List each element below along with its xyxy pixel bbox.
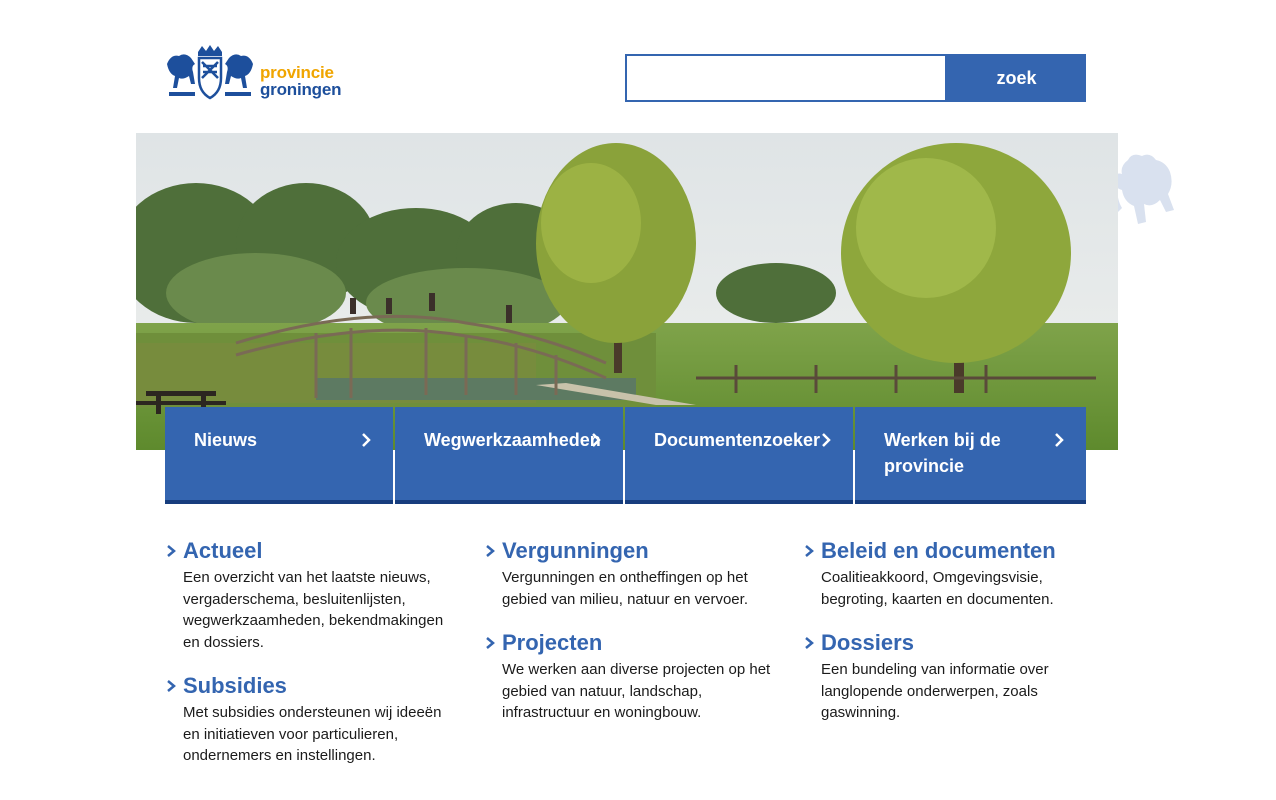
chevron-right-icon [484, 636, 496, 650]
tile-documentenzoeker[interactable] [625, 407, 853, 504]
brand-wordmark [260, 64, 341, 98]
tile-werken-bij[interactable] [855, 407, 1086, 504]
section-desc: Coalitieakkoord, Omgevingsvisie, begroting, kaarten en documenten. [821, 569, 1054, 608]
section-dossiers [803, 629, 1093, 724]
section-link[interactable] [165, 672, 455, 700]
section-desc: Vergunningen en ontheffingen op het gebied van milieu, natuur en vervoer. [502, 569, 748, 608]
brand-line-1: provincie [260, 63, 334, 82]
chevron-right-icon [821, 433, 831, 447]
section-title: Projecten [502, 630, 603, 655]
tile-label: Wegwerkzaamheden [424, 430, 601, 450]
lion-watermark-icon [1108, 150, 1178, 235]
section-subsidies [165, 672, 455, 767]
search-input[interactable] [625, 54, 947, 102]
chevron-right-icon [361, 433, 371, 447]
section-link[interactable] [803, 537, 1093, 565]
chevron-right-icon [1054, 433, 1064, 447]
section-title: Actueel [183, 538, 263, 563]
section-projecten [484, 629, 774, 724]
tile-label: Documentenzoeker [654, 430, 821, 450]
section-link[interactable] [803, 629, 1093, 657]
tile-wegwerkzaamheden[interactable] [395, 407, 623, 504]
province-crest-icon [165, 44, 255, 102]
tile-label: Werken bij de provincie [884, 430, 1001, 476]
tile-label: Nieuws [194, 430, 258, 450]
section-link[interactable] [484, 537, 774, 565]
site-logo[interactable] [165, 44, 355, 104]
section-beleid [803, 537, 1093, 610]
chevron-right-icon [484, 544, 496, 558]
section-title: Subsidies [183, 673, 287, 698]
section-desc: Met subsidies ondersteunen wij ideeën en initiatieven voor particulieren, ondernemers en instellingen. [183, 704, 442, 764]
search-button[interactable]: zoek [947, 54, 1086, 102]
section-desc: We werken aan diverse projecten op het gebied van natuur, landschap, infrastructuur en woningbouw. [502, 661, 771, 721]
brand-line-2: groningen [260, 80, 342, 99]
section-desc: Een overzicht van het laatste nieuws, vergaderschema, besluitenlijsten, wegwerkzaamheden, bekendmakingen en dossiers. [183, 569, 444, 651]
section-title: Vergunningen [502, 538, 649, 563]
chevron-right-icon [165, 679, 177, 693]
hero-image [136, 133, 1118, 450]
section-desc: Een bundeling van informatie over langlopende onderwerpen, zoals gaswinning. [821, 661, 1049, 721]
section-title: Beleid en documenten [821, 538, 1056, 563]
section-vergunningen [484, 537, 774, 610]
chevron-right-icon [591, 433, 601, 447]
section-title: Dossiers [821, 630, 914, 655]
tile-nieuws[interactable] [165, 407, 393, 504]
section-link[interactable] [484, 629, 774, 657]
sections [165, 537, 1086, 777]
section-link[interactable] [165, 537, 455, 565]
chevron-right-icon [803, 636, 815, 650]
chevron-right-icon [803, 544, 815, 558]
search-form [625, 54, 1086, 102]
quick-links [165, 407, 1086, 504]
section-actueel [165, 537, 455, 653]
chevron-right-icon [165, 544, 177, 558]
